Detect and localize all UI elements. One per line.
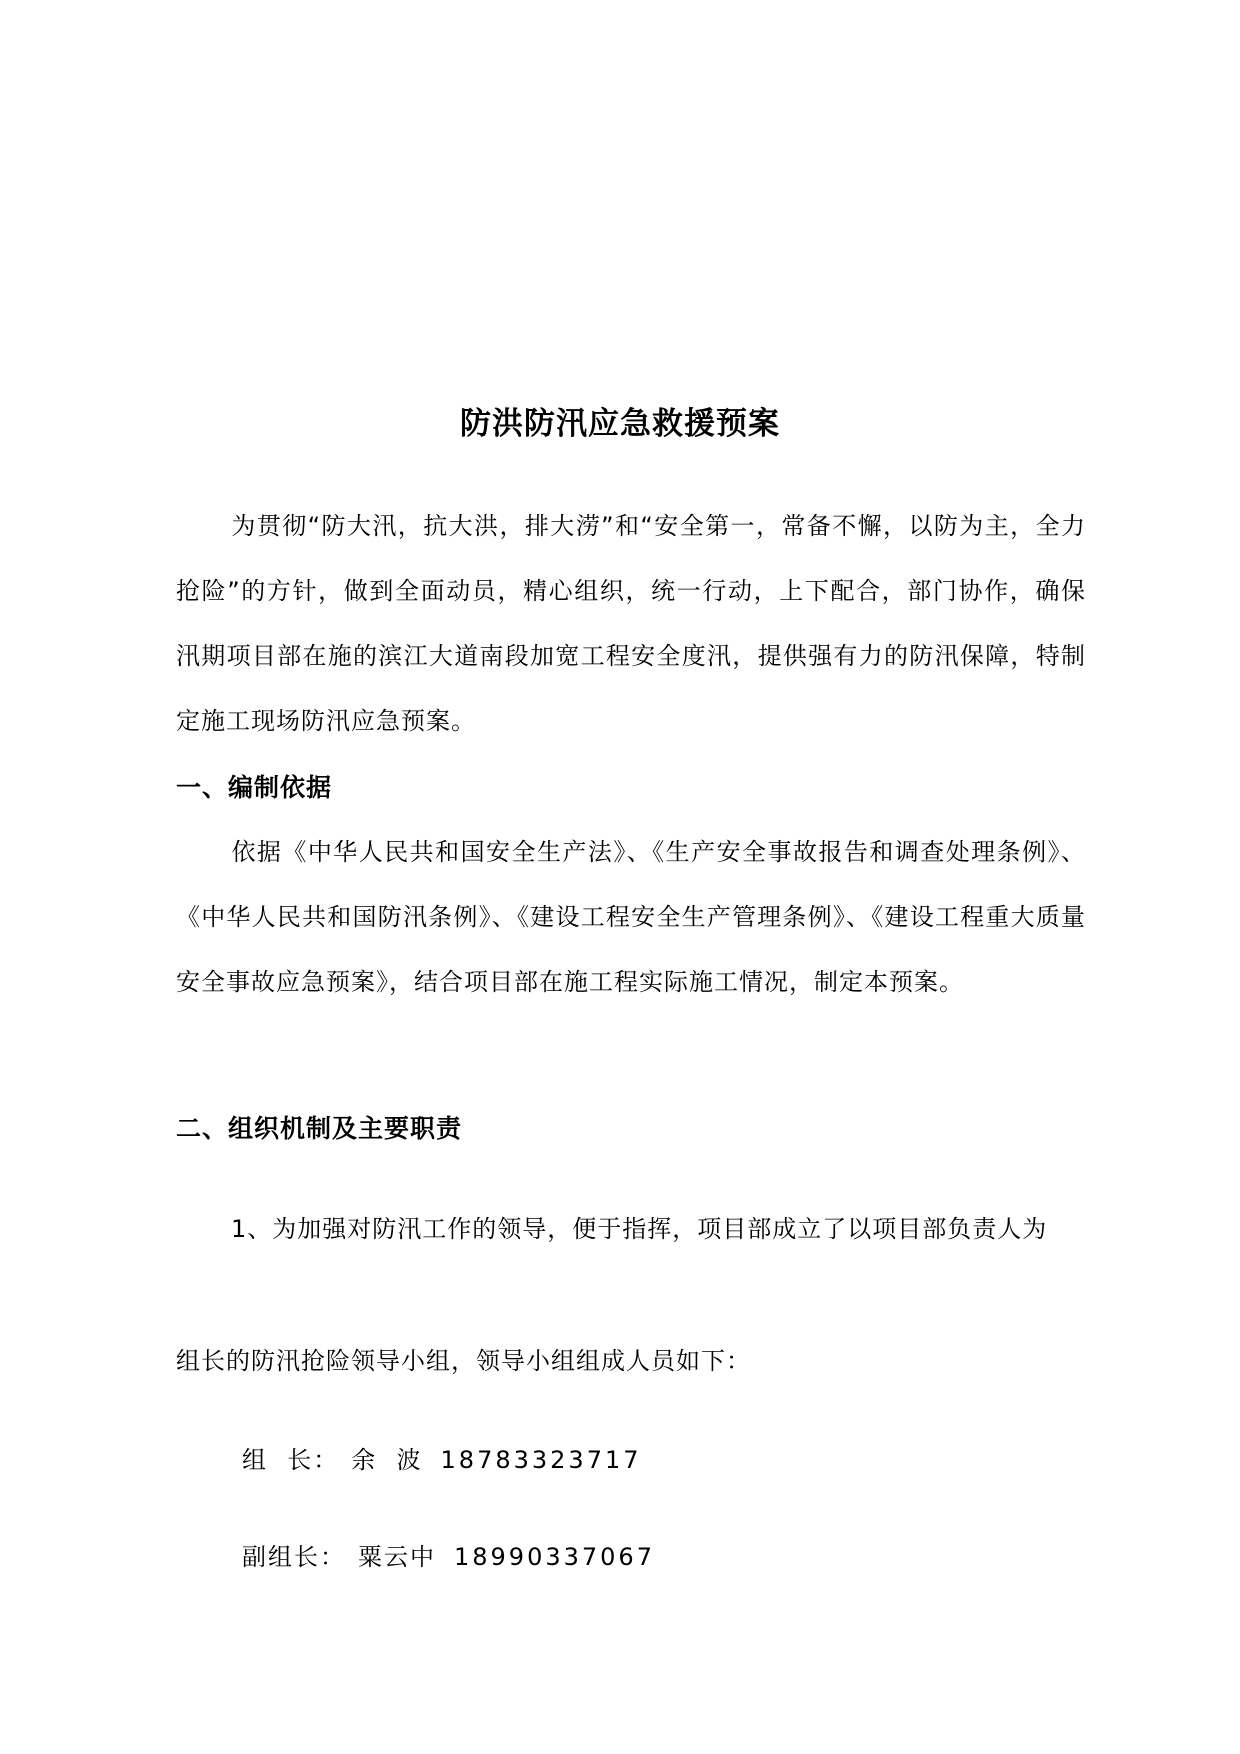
organization-item1-line1: 1、为加强对防汛工作的领导，便于指挥，项目部成立了以项目部负责人为 (231, 1215, 1048, 1243)
document-title: 防洪防汛应急救援预案 (460, 406, 780, 442)
member-name: 余 波 (351, 1446, 423, 1474)
member-row-deputy (242, 1537, 655, 1572)
basis-text: 依据《中华人民共和国安全生产法》、《生产安全事故报告和调查处理条例》、《中华人民共和国防汛条例》、《建设工程安全生产管理条例》、《建设工程重大质量安全事故应急预案》，结合项目部在施工程实际施工情况，制定本预案。 (176, 838, 1086, 996)
member-row-leader (242, 1440, 642, 1475)
section-heading-organization: 二、组织机制及主要职责 (176, 1114, 463, 1143)
organization-item1-line2: 组长的防汛抢险领导小组，领导小组组成人员如下： (176, 1347, 751, 1375)
member-role: 副组长： (242, 1543, 346, 1571)
member-name: 粟云中 (358, 1543, 436, 1571)
member-role: 组 长： (242, 1446, 340, 1474)
member-phone: 18990337067 (454, 1543, 655, 1571)
member-phone: 18783323717 (440, 1446, 642, 1474)
intro-paragraph (176, 494, 1086, 754)
section-heading-basis: 一、编制依据 (176, 773, 333, 802)
intro-text: 为贯彻“防大汛，抗大洪，排大涝”和“安全第一，常备不懈，以防为主，全力抢险”的方针，做到全面动员，精心组织，统一行动，上下配合，部门协作，确保汛期项目部在施的滨江大道南段加宽工程安全度汛，提供强有力的防汛保障，特制定施工现场防汛应急预案。 (176, 512, 1086, 735)
basis-paragraph (176, 820, 1086, 1015)
